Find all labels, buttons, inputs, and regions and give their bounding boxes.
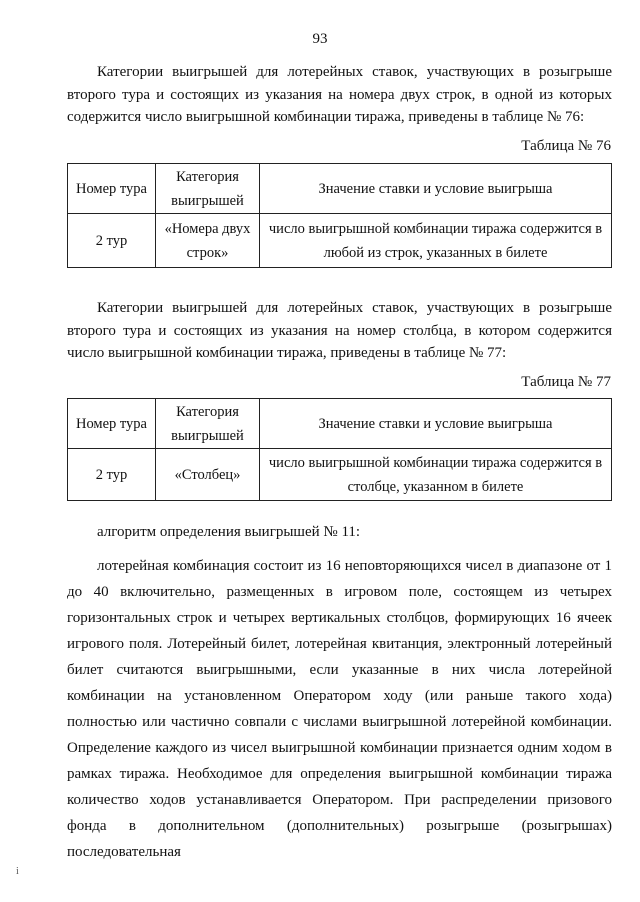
- table-cell: «Столбец»: [156, 449, 260, 501]
- header-cell: Номер тура: [68, 164, 156, 214]
- table-cell: 2 тур: [68, 214, 156, 268]
- table-cell: 2 тур: [68, 449, 156, 501]
- page-number: 93: [312, 31, 328, 47]
- header-cell: Значение ставки и условие выигрыша: [260, 164, 612, 214]
- scan-edge-mark: i: [16, 866, 19, 877]
- table-77: [67, 398, 612, 501]
- table-77-caption: Таблица № 77: [521, 374, 611, 390]
- table-cell: число выигрышной комбинации тиража содержится в любой из строк, указанных в билете: [260, 214, 612, 268]
- table-cell: «Номера двух строк»: [156, 214, 260, 268]
- intro-paragraph-76: Категории выигрышей для лотерейных ставок, участвующих в розыгрыше второго тура и состоящих из указания на номера двух строк, в одной из которых содержится число выигрышной комбинации тиража, приведены в таблице № 76:: [67, 64, 612, 125]
- table-76-caption: Таблица № 76: [521, 138, 611, 154]
- header-cell: Категория выигрышей: [156, 164, 260, 214]
- table-76-data-row: [68, 214, 612, 268]
- intro-paragraph-77: Категории выигрышей для лотерейных ставок, участвующих в розыгрыше второго тура и состоящих из указания на номер столбца, в котором содержится число выигрышной комбинации тиража, приведены в таблице № 77:: [67, 300, 612, 361]
- table-76-header-row: [68, 164, 612, 214]
- header-cell: Номер тура: [68, 399, 156, 449]
- table-77-header-row: [68, 399, 612, 449]
- table-77-data-row: [68, 449, 612, 501]
- header-cell: Категория выигрышей: [156, 399, 260, 449]
- header-cell: Значение ставки и условие выигрыша: [260, 399, 612, 449]
- algorithm-paragraph: лотерейная комбинация состоит из 16 неповторяющихся чисел в диапазоне от 1 до 40 включительно, размещенных в игровом поле, состоящем из четырех горизонтальных строк и четырех вертикальных столбцов, формирующих 16 ячеек игрового поля. Лотерейный билет, лотерейная квитанция, электронный лотерейный билет считаются выигрышными, если указанные в них числа лотерейной комбинации на установленном Оператором ходу (или раньше такого хода) полностью или частично совпали с числами выигрышной лотерейной комбинации. Определение каждого из чисел выигрышной комбинации признается одним ходом в рамках тиража. Необходимое для определения выигрышной комбинации тиража количество ходов устанавливается Оператором. При распределении призового фонда в дополнительном (дополнительных) розыгрыше (розыгрышах) последовательная: [67, 558, 612, 860]
- table-cell: число выигрышной комбинации тиража содержится в столбце, указанном в билете: [260, 449, 612, 501]
- table-76: [67, 163, 612, 268]
- algorithm-heading: алгоритм определения выигрышей № 11:: [97, 524, 361, 540]
